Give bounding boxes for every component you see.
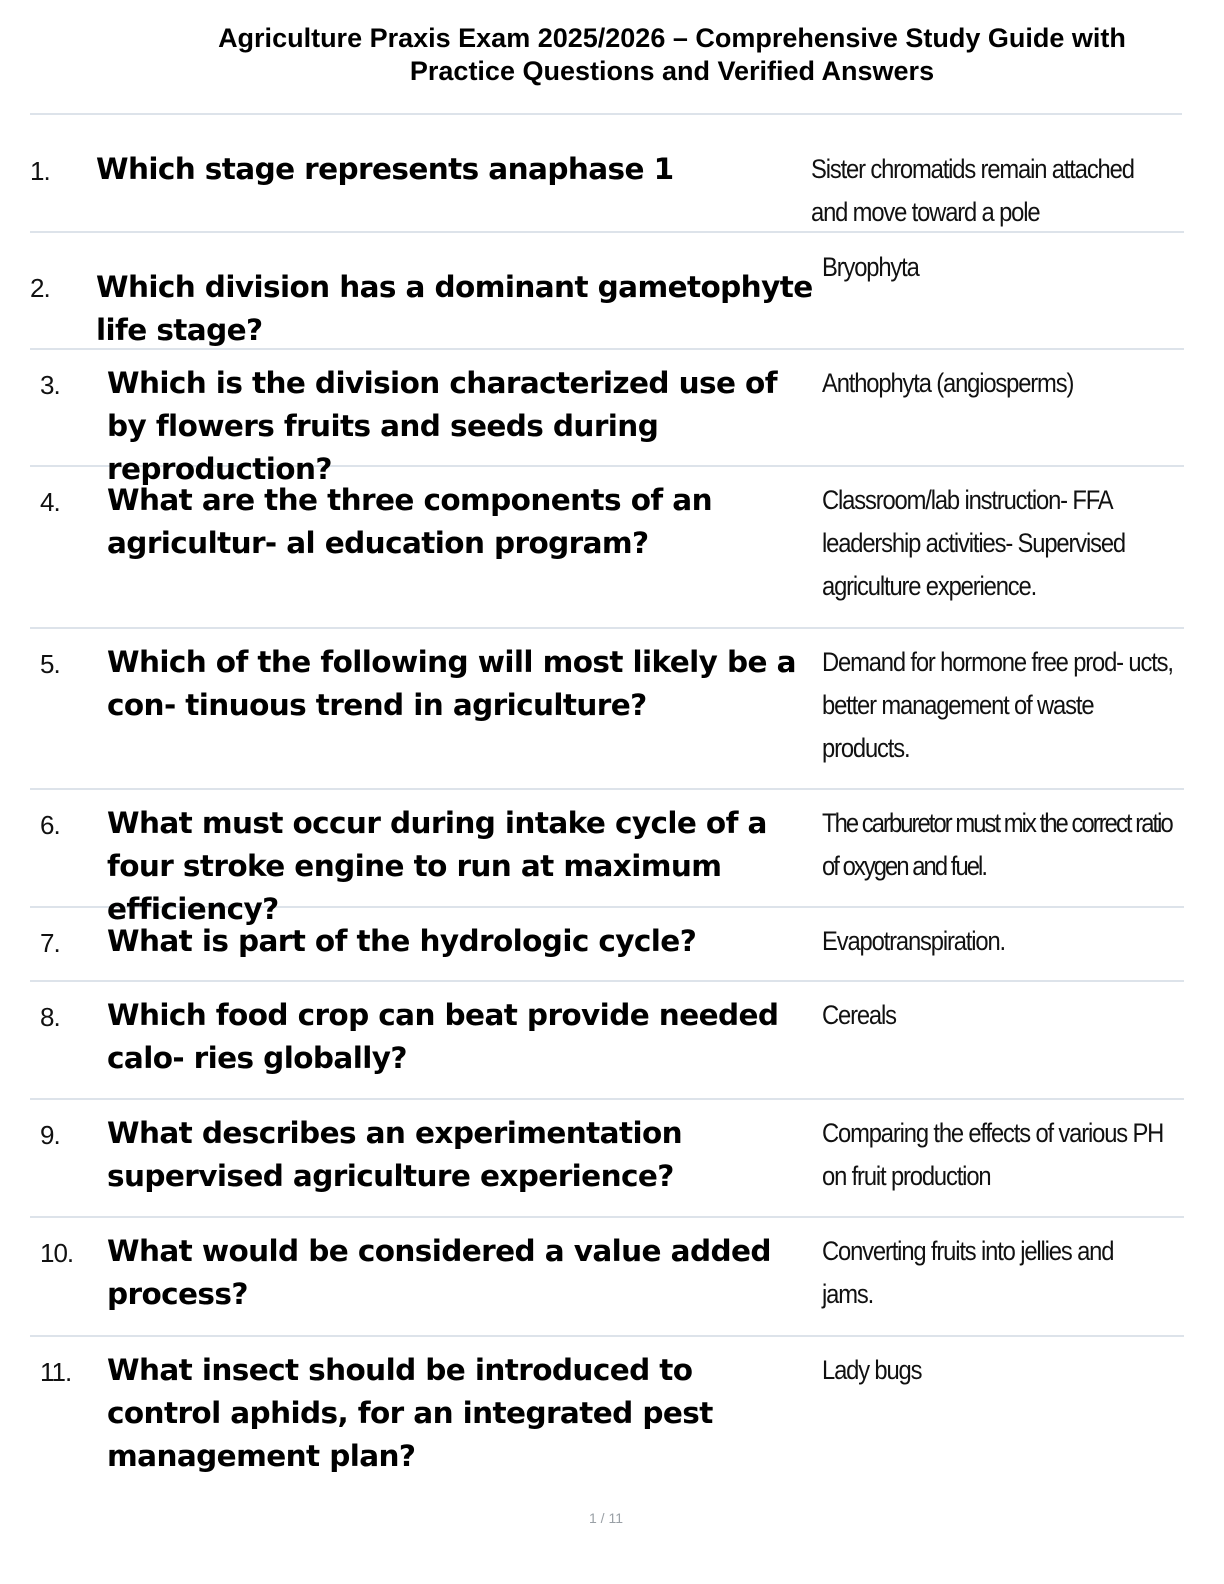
qa-answer: Converting fruits into jellies and jams. [822,1236,1114,1309]
qa-question: What would be considered a value added process? [107,1234,771,1311]
qa-answer: The carburetor must mix the correct ratio of oxygen and fuel. [822,808,1172,881]
qa-answer: Bryophyta [822,252,919,282]
qa-item [30,148,1184,233]
qa-number: 4. [40,487,60,517]
qa-answer: Classroom/lab instruction- FFA leadership activities- Supervised agriculture experience. [822,485,1125,601]
document-title-line-2: Practice Questions and Verified Answers [409,56,935,86]
qa-question: What insect should be introduced to control aphids, for an integrated pest management plan? [107,1353,713,1473]
qa-item [30,467,1184,629]
qa-item [30,629,1184,790]
qa-question: Which food crop can beat provide needed calo- ries globally? [107,998,779,1075]
qa-answer: Demand for hormone free prod- ucts, better management of waste products. [822,647,1173,763]
qa-answer: Comparing the effects of various PH on fruit production [822,1118,1164,1191]
qa-question: Which division has a dominant gametophyte life stage? [96,270,813,347]
qa-answer: Anthophyta (angiosperms) [822,368,1074,398]
qa-answer: Cereals [822,1000,896,1030]
qa-number: 2. [30,273,50,303]
qa-question: What describes an experimentation supervised agriculture experience? [107,1116,683,1193]
qa-item [30,908,1184,982]
qa-item [30,233,1184,350]
qa-question: What is part of the hydrologic cycle? [107,924,697,958]
qa-item [30,1337,1184,1487]
qa-number: 7. [40,928,60,958]
qa-number: 9. [40,1120,60,1150]
qa-item [30,982,1184,1100]
qa-number: 3. [40,370,60,400]
qa-question: Which of the following will most likely be a con- tinuous trend in agriculture? [107,645,796,722]
qa-item [30,350,1184,486]
qa-item [30,790,1184,926]
qa-question: Which is the division characterized use of by flowers fruits and seeds during reproduction? [107,366,777,486]
qa-number: 10. [40,1238,74,1268]
qa-item [30,1100,1184,1218]
document-title-line-1: Agriculture Praxis Exam 2025/2026 – Comprehensive Study Guide with [218,23,1126,53]
qa-number: 5. [40,649,60,679]
qa-question: What must occur during intake cycle of a four stroke engine to run at maximum efficiency? [107,806,767,926]
qa-number: 1. [30,156,50,186]
qa-number: 6. [40,810,60,840]
qa-answer: Evapotranspiration. [822,926,1005,956]
qa-number: 8. [40,1002,60,1032]
page-indicator: 1 / 11 [589,1510,623,1526]
qa-item [30,1218,1184,1337]
qa-answer: Sister chromatids remain attached and move toward a pole [811,154,1134,227]
qa-number: 11. [40,1357,72,1387]
qa-question: Which stage represents anaphase 1 [96,152,674,186]
qa-question: What are the three components of an agricultur- al education program? [107,483,712,560]
qa-answer: Lady bugs [822,1355,922,1385]
